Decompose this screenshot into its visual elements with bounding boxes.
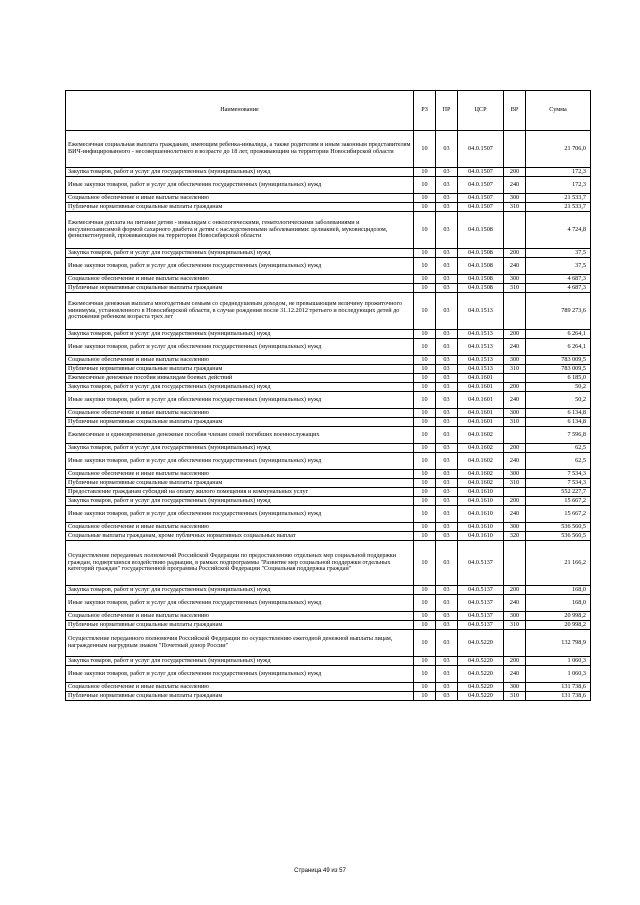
cell-sum: 21 533,7: [526, 194, 591, 203]
cell-vr: [504, 212, 526, 249]
cell-name: Социальное обеспечение и иные выплаты населению: [66, 409, 414, 418]
table-row: [66, 692, 591, 701]
cell-pr: 03: [436, 356, 458, 365]
cell-pr: 03: [436, 666, 458, 683]
cell-sum: 20 998,2: [526, 621, 591, 630]
cell-rz: 10: [414, 595, 436, 612]
cell-csr: 04.0.1601: [458, 392, 504, 409]
cell-sum: 789 273,6: [526, 293, 591, 330]
table-row: [66, 409, 591, 418]
cell-sum: 62,5: [526, 453, 591, 470]
cell-rz: 10: [414, 683, 436, 692]
table-row: [66, 523, 591, 532]
table-row: [66, 532, 591, 541]
table-row: [66, 497, 591, 506]
cell-csr: 04.0.5220: [458, 666, 504, 683]
cell-name: Ежемесячная социальная выплата гражданам, имеющим ребенка-инвалида, а также родителям и иным законным представителям ВИЧ-инфицированного - несовершеннолетнего в возрасте до 18 лет, проживающим на территории Новосибирской области: [66, 131, 414, 168]
cell-rz: 10: [414, 212, 436, 249]
cell-pr: 03: [436, 453, 458, 470]
cell-sum: 15 667,2: [526, 497, 591, 506]
cell-rz: 10: [414, 258, 436, 275]
cell-pr: 03: [436, 418, 458, 427]
cell-vr: 310: [504, 479, 526, 488]
cell-vr: 300: [504, 523, 526, 532]
cell-rz: 10: [414, 523, 436, 532]
cell-name: Публичные нормативные социальные выплаты гражданам: [66, 203, 414, 212]
cell-rz: 10: [414, 470, 436, 479]
cell-csr: 04.0.1507: [458, 194, 504, 203]
cell-pr: 03: [436, 621, 458, 630]
table-row: [66, 621, 591, 630]
cell-pr: 03: [436, 427, 458, 444]
cell-rz: 10: [414, 418, 436, 427]
cell-csr: 04.0.5220: [458, 683, 504, 692]
cell-name: Ежемесячные денежные пособия инвалидам боевых действий: [66, 374, 414, 383]
table-header-row: [66, 91, 591, 131]
cell-csr: 04.0.1513: [458, 293, 504, 330]
cell-sum: 21 533,7: [526, 203, 591, 212]
cell-pr: 03: [436, 249, 458, 258]
table-row: [66, 541, 591, 586]
cell-pr: 03: [436, 506, 458, 523]
cell-name: Иные закупки товаров, работ и услуг для обеспечения государственных (муниципальных) нужд: [66, 453, 414, 470]
cell-vr: 240: [504, 392, 526, 409]
cell-vr: 200: [504, 497, 526, 506]
cell-vr: [504, 427, 526, 444]
cell-rz: 10: [414, 249, 436, 258]
cell-name: Социальное обеспечение и иные выплаты населению: [66, 356, 414, 365]
cell-rz: 10: [414, 383, 436, 392]
cell-name: Социальное обеспечение и иные выплаты населению: [66, 275, 414, 284]
cell-rz: 10: [414, 444, 436, 453]
cell-name: Закупка товаров, работ и услуг для государственных (муниципальных) нужд: [66, 168, 414, 177]
cell-csr: 04.0.1610: [458, 506, 504, 523]
header-sum: Сумма: [526, 91, 591, 131]
cell-vr: 200: [504, 586, 526, 595]
cell-vr: 300: [504, 275, 526, 284]
table-row: [66, 383, 591, 392]
cell-vr: 200: [504, 383, 526, 392]
cell-rz: 10: [414, 621, 436, 630]
cell-name: Закупка товаров, работ и услуг для государственных (муниципальных) нужд: [66, 444, 414, 453]
cell-sum: 6 134,8: [526, 409, 591, 418]
table-row: [66, 249, 591, 258]
cell-vr: 200: [504, 330, 526, 339]
cell-name: Иные закупки товаров, работ и услуг для обеспечения государственных (муниципальных) нужд: [66, 177, 414, 194]
cell-pr: 03: [436, 523, 458, 532]
cell-sum: 7 596,8: [526, 427, 591, 444]
cell-rz: 10: [414, 427, 436, 444]
cell-csr: 04.0.5220: [458, 692, 504, 701]
table-row: [66, 683, 591, 692]
cell-csr: 04.0.1508: [458, 258, 504, 275]
cell-sum: 783 009,5: [526, 356, 591, 365]
cell-csr: 04.0.1601: [458, 383, 504, 392]
cell-name: Закупка товаров, работ и услуг для государственных (муниципальных) нужд: [66, 249, 414, 258]
cell-vr: 310: [504, 365, 526, 374]
cell-sum: 4 687,3: [526, 284, 591, 293]
cell-rz: 10: [414, 630, 436, 657]
cell-pr: 03: [436, 692, 458, 701]
cell-name: Предоставление гражданам субсидий на оплату жилого помещения и коммунальных услуг: [66, 488, 414, 497]
cell-vr: 300: [504, 470, 526, 479]
cell-vr: 310: [504, 418, 526, 427]
cell-vr: 200: [504, 657, 526, 666]
cell-csr: 04.0.1601: [458, 409, 504, 418]
cell-sum: 6 134,8: [526, 418, 591, 427]
cell-name: Публичные нормативные социальные выплаты гражданам: [66, 365, 414, 374]
cell-sum: 50,2: [526, 383, 591, 392]
cell-csr: 04.0.1601: [458, 418, 504, 427]
cell-csr: 04.0.5137: [458, 586, 504, 595]
cell-sum: 62,5: [526, 444, 591, 453]
cell-pr: 03: [436, 203, 458, 212]
cell-rz: 10: [414, 177, 436, 194]
table-row: [66, 453, 591, 470]
table-row: [66, 284, 591, 293]
table-row: [66, 168, 591, 177]
cell-pr: 03: [436, 194, 458, 203]
cell-csr: 04.0.1602: [458, 444, 504, 453]
cell-name: Публичные нормативные социальные выплаты гражданам: [66, 418, 414, 427]
header-name: Наименование: [66, 91, 414, 131]
cell-name: Иные закупки товаров, работ и услуг для обеспечения государственных (муниципальных) нужд: [66, 339, 414, 356]
cell-sum: 168,0: [526, 586, 591, 595]
cell-sum: 7 534,3: [526, 479, 591, 488]
cell-vr: 300: [504, 194, 526, 203]
cell-name: Социальное обеспечение и иные выплаты населению: [66, 470, 414, 479]
cell-pr: 03: [436, 365, 458, 374]
cell-vr: 240: [504, 595, 526, 612]
cell-pr: 03: [436, 293, 458, 330]
cell-name: Ежемесячная доплата на питание детям - инвалидам с онкологическими, гематологическими заболеваниями и инсулинозависимой формой сахарного диабета и детям с наследственными заболеваниями: целиакией, муковисцидозом, фенилкетонурией, проживающим на территории Новосибирской области: [66, 212, 414, 249]
cell-csr: 04.0.1507: [458, 203, 504, 212]
cell-csr: 04.0.5220: [458, 630, 504, 657]
cell-vr: 310: [504, 203, 526, 212]
cell-csr: 04.0.1507: [458, 177, 504, 194]
table-row: [66, 339, 591, 356]
cell-csr: 04.0.1507: [458, 168, 504, 177]
cell-csr: 04.0.5137: [458, 541, 504, 586]
cell-name: Социальное обеспечение и иные выплаты населению: [66, 612, 414, 621]
table-row: [66, 293, 591, 330]
cell-csr: 04.0.5137: [458, 612, 504, 621]
cell-rz: 10: [414, 453, 436, 470]
cell-vr: 200: [504, 168, 526, 177]
table-row: [66, 258, 591, 275]
table-row: [66, 356, 591, 365]
cell-sum: 37,5: [526, 249, 591, 258]
cell-vr: 240: [504, 506, 526, 523]
cell-pr: 03: [436, 275, 458, 284]
cell-pr: 03: [436, 177, 458, 194]
cell-rz: 10: [414, 365, 436, 374]
cell-vr: 240: [504, 177, 526, 194]
cell-sum: 132 798,9: [526, 630, 591, 657]
cell-rz: 10: [414, 374, 436, 383]
page-number: Страница 49 из 57: [294, 868, 346, 874]
table-row: [66, 586, 591, 595]
cell-name: Публичные нормативные социальные выплаты гражданам: [66, 692, 414, 701]
cell-name: Закупка товаров, работ и услуг для государственных (муниципальных) нужд: [66, 657, 414, 666]
cell-name: Социальное обеспечение и иные выплаты населению: [66, 523, 414, 532]
cell-vr: [504, 541, 526, 586]
cell-pr: 03: [436, 212, 458, 249]
cell-name: Публичные нормативные социальные выплаты гражданам: [66, 479, 414, 488]
cell-csr: 04.0.1610: [458, 523, 504, 532]
cell-vr: 300: [504, 356, 526, 365]
table-row: [66, 177, 591, 194]
cell-pr: 03: [436, 470, 458, 479]
cell-sum: 168,0: [526, 595, 591, 612]
table-row: [66, 203, 591, 212]
table-row: [66, 330, 591, 339]
cell-vr: 300: [504, 409, 526, 418]
cell-name: Осуществление переданного полномочия Российской Федерации по осуществлению ежегодной денежной выплаты лицам, награжденным нагрудным знаком "Почетный донор России": [66, 630, 414, 657]
cell-rz: 10: [414, 541, 436, 586]
cell-rz: 10: [414, 657, 436, 666]
table-row: [66, 444, 591, 453]
cell-sum: 21 706,0: [526, 131, 591, 168]
cell-name: Закупка товаров, работ и услуг для государственных (муниципальных) нужд: [66, 497, 414, 506]
cell-sum: 552 227,7: [526, 488, 591, 497]
cell-csr: 04.0.1508: [458, 275, 504, 284]
cell-pr: 03: [436, 444, 458, 453]
cell-rz: 10: [414, 586, 436, 595]
cell-sum: 7 534,3: [526, 470, 591, 479]
cell-csr: 04.0.1508: [458, 212, 504, 249]
cell-name: Иные закупки товаров, работ и услуг для обеспечения государственных (муниципальных) нужд: [66, 392, 414, 409]
cell-csr: 04.0.5137: [458, 621, 504, 630]
cell-sum: 172,3: [526, 177, 591, 194]
cell-pr: 03: [436, 532, 458, 541]
cell-name: Ежемесячные и единовременные денежные пособия членам семей погибших военнослужащих: [66, 427, 414, 444]
cell-vr: 240: [504, 339, 526, 356]
cell-vr: [504, 488, 526, 497]
table-row: [66, 657, 591, 666]
cell-vr: 310: [504, 284, 526, 293]
cell-pr: 03: [436, 595, 458, 612]
cell-pr: 03: [436, 612, 458, 621]
table-row: [66, 418, 591, 427]
cell-vr: 310: [504, 621, 526, 630]
cell-vr: 320: [504, 532, 526, 541]
table-row: [66, 612, 591, 621]
cell-pr: 03: [436, 409, 458, 418]
cell-csr: 04.0.1610: [458, 488, 504, 497]
cell-name: Иные закупки товаров, работ и услуг для обеспечения государственных (муниципальных) нужд: [66, 506, 414, 523]
cell-pr: 03: [436, 630, 458, 657]
cell-rz: 10: [414, 131, 436, 168]
table-body: [66, 131, 591, 701]
cell-sum: 50,2: [526, 392, 591, 409]
cell-vr: 200: [504, 249, 526, 258]
cell-csr: 04.0.1513: [458, 330, 504, 339]
cell-sum: 4 724,8: [526, 212, 591, 249]
cell-rz: 10: [414, 194, 436, 203]
cell-vr: 300: [504, 683, 526, 692]
cell-csr: 04.0.1610: [458, 497, 504, 506]
cell-rz: 10: [414, 284, 436, 293]
cell-sum: 20 998,2: [526, 612, 591, 621]
table-row: [66, 488, 591, 497]
cell-rz: 10: [414, 356, 436, 365]
table-row: [66, 666, 591, 683]
table-row: [66, 479, 591, 488]
cell-pr: 03: [436, 339, 458, 356]
cell-sum: 131 738,6: [526, 692, 591, 701]
cell-pr: 03: [436, 131, 458, 168]
cell-rz: 10: [414, 488, 436, 497]
cell-sum: 4 687,3: [526, 275, 591, 284]
cell-sum: 6 264,1: [526, 339, 591, 356]
table-row: [66, 194, 591, 203]
table-row: [66, 595, 591, 612]
cell-sum: 783 009,5: [526, 365, 591, 374]
header-vr: ВР: [504, 91, 526, 131]
cell-csr: 04.0.5220: [458, 657, 504, 666]
cell-rz: 10: [414, 293, 436, 330]
cell-rz: 10: [414, 506, 436, 523]
cell-csr: 04.0.1508: [458, 284, 504, 293]
cell-csr: 04.0.1610: [458, 532, 504, 541]
cell-name: Публичные нормативные социальные выплаты гражданам: [66, 621, 414, 630]
cell-pr: 03: [436, 657, 458, 666]
cell-csr: 04.0.1508: [458, 249, 504, 258]
cell-pr: 03: [436, 497, 458, 506]
cell-pr: 03: [436, 383, 458, 392]
cell-csr: 04.0.1602: [458, 427, 504, 444]
cell-csr: 04.0.5137: [458, 595, 504, 612]
cell-vr: 240: [504, 666, 526, 683]
cell-rz: 10: [414, 275, 436, 284]
cell-vr: [504, 293, 526, 330]
cell-sum: 15 667,2: [526, 506, 591, 523]
cell-name: Закупка товаров, работ и услуг для государственных (муниципальных) нужд: [66, 586, 414, 595]
cell-csr: 04.0.1507: [458, 131, 504, 168]
cell-vr: [504, 131, 526, 168]
cell-csr: 04.0.1513: [458, 356, 504, 365]
table-row: [66, 630, 591, 657]
cell-name: Публичные нормативные социальные выплаты гражданам: [66, 284, 414, 293]
cell-name: Закупка товаров, работ и услуг для государственных (муниципальных) нужд: [66, 383, 414, 392]
cell-csr: 04.0.1602: [458, 470, 504, 479]
cell-pr: 03: [436, 168, 458, 177]
cell-sum: 536 560,5: [526, 532, 591, 541]
cell-rz: 10: [414, 203, 436, 212]
cell-vr: 300: [504, 612, 526, 621]
cell-pr: 03: [436, 683, 458, 692]
header-rz: РЗ: [414, 91, 436, 131]
table-row: [66, 365, 591, 374]
header-csr: ЦСР: [458, 91, 504, 131]
table-row: [66, 470, 591, 479]
cell-csr: 04.0.1601: [458, 374, 504, 383]
cell-name: Иные закупки товаров, работ и услуг для обеспечения государственных (муниципальных) нужд: [66, 595, 414, 612]
cell-pr: 03: [436, 330, 458, 339]
cell-vr: 240: [504, 258, 526, 275]
cell-pr: 03: [436, 392, 458, 409]
cell-pr: 03: [436, 586, 458, 595]
cell-sum: 6 185,0: [526, 374, 591, 383]
cell-name: Социальные выплаты гражданам, кроме публичных нормативных социальных выплат: [66, 532, 414, 541]
cell-rz: 10: [414, 532, 436, 541]
cell-csr: 04.0.1513: [458, 339, 504, 356]
budget-table: [65, 90, 591, 701]
cell-sum: 1 060,3: [526, 666, 591, 683]
cell-pr: 03: [436, 258, 458, 275]
cell-csr: 04.0.1602: [458, 453, 504, 470]
cell-pr: 03: [436, 479, 458, 488]
table-row: [66, 275, 591, 284]
cell-sum: 536 560,5: [526, 523, 591, 532]
cell-sum: 37,5: [526, 258, 591, 275]
cell-name: Ежемесячная денежная выплата многодетным семьям со среднедушевым доходом, не превышающим величину прожиточного минимума, установленного в Новосибирской области, в случае рождения после 31.12.2012 третьего и последующих детей до достижения ребенком возраста трех лет: [66, 293, 414, 330]
cell-rz: 10: [414, 612, 436, 621]
cell-vr: 240: [504, 453, 526, 470]
cell-sum: 172,3: [526, 168, 591, 177]
cell-name: Осуществление переданных полномочий Российской Федерации по предоставлению отдельных мер социальной поддержки граждан, подвергшихся воздействию радиации, в рамках подпрограммы "Развитие мер социальной поддержки отдельных категорий граждан" государственной программы Российской Федерации "Социальная поддержка граждан": [66, 541, 414, 586]
cell-rz: 10: [414, 692, 436, 701]
cell-rz: 10: [414, 666, 436, 683]
table-row: [66, 212, 591, 249]
cell-sum: 131 738,6: [526, 683, 591, 692]
table-row: [66, 131, 591, 168]
cell-name: Закупка товаров, работ и услуг для государственных (муниципальных) нужд: [66, 330, 414, 339]
cell-rz: 10: [414, 330, 436, 339]
cell-sum: 6 264,1: [526, 330, 591, 339]
header-pr: ПР: [436, 91, 458, 131]
cell-rz: 10: [414, 479, 436, 488]
cell-vr: [504, 630, 526, 657]
table-row: [66, 427, 591, 444]
cell-name: Иные закупки товаров, работ и услуг для обеспечения государственных (муниципальных) нужд: [66, 258, 414, 275]
cell-name: Социальное обеспечение и иные выплаты населению: [66, 194, 414, 203]
cell-rz: 10: [414, 392, 436, 409]
table-row: [66, 374, 591, 383]
cell-name: Социальное обеспечение и иные выплаты населению: [66, 683, 414, 692]
cell-csr: 04.0.1602: [458, 479, 504, 488]
cell-rz: 10: [414, 168, 436, 177]
cell-sum: 1 060,3: [526, 657, 591, 666]
cell-pr: 03: [436, 284, 458, 293]
cell-vr: 310: [504, 692, 526, 701]
cell-pr: 03: [436, 488, 458, 497]
cell-pr: 03: [436, 541, 458, 586]
cell-vr: 200: [504, 444, 526, 453]
cell-name: Иные закупки товаров, работ и услуг для обеспечения государственных (муниципальных) нужд: [66, 666, 414, 683]
table-row: [66, 392, 591, 409]
cell-rz: 10: [414, 339, 436, 356]
cell-vr: [504, 374, 526, 383]
cell-csr: 04.0.1513: [458, 365, 504, 374]
cell-sum: 21 166,2: [526, 541, 591, 586]
cell-rz: 10: [414, 497, 436, 506]
cell-rz: 10: [414, 409, 436, 418]
table-row: [66, 506, 591, 523]
cell-pr: 03: [436, 374, 458, 383]
